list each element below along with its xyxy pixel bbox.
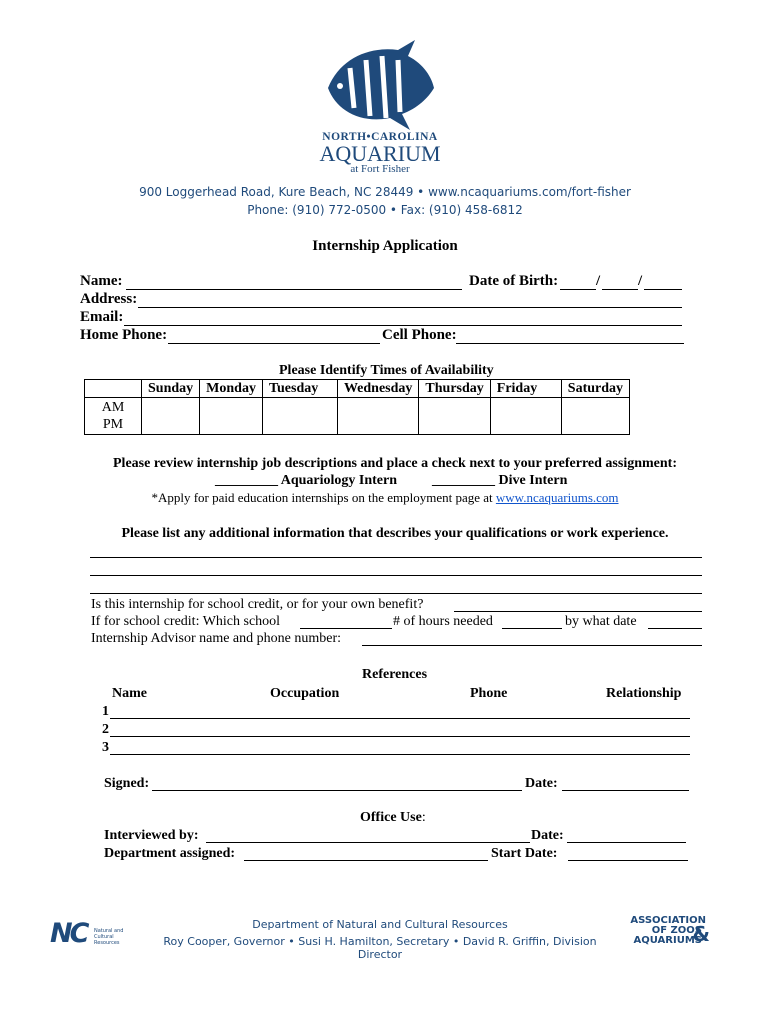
assignment-instruction: Please review internship job descriptions and place a check next to your preferred assignment: <box>113 456 677 471</box>
day-sunday: Sunday <box>142 380 200 398</box>
day-monday: Monday <box>200 380 263 398</box>
school-credit-field[interactable] <box>454 611 702 612</box>
email-field[interactable] <box>124 325 682 326</box>
paid-note-text: *Apply for paid education internships on the employment page at <box>151 490 496 505</box>
interviewed-by-label: Interviewed by: <box>104 828 199 843</box>
ref-col-relationship: Relationship <box>606 686 682 701</box>
availability-cell-sunday[interactable] <box>142 398 200 435</box>
start-date-label: Start Date: <box>491 846 558 861</box>
department-field[interactable] <box>244 860 488 861</box>
cell-phone-label: Cell Phone: <box>382 327 457 343</box>
aza-line-3: AQUARIUMS <box>633 935 702 946</box>
cell-phone-field[interactable] <box>456 343 684 344</box>
availability-table <box>84 379 630 435</box>
day-wednesday: Wednesday <box>337 380 418 398</box>
footer-officials: Roy Cooper, Governor • Susi H. Hamilton, Secretary • David R. Griffin, Division Director <box>163 935 597 961</box>
availability-cell-friday[interactable] <box>490 398 561 435</box>
home-phone-label: Home Phone: <box>80 327 168 343</box>
aquarium-fish-logo <box>320 38 440 130</box>
which-school-field[interactable] <box>300 628 392 629</box>
availability-cell-monday[interactable] <box>200 398 263 435</box>
email-label: Email: <box>80 309 124 325</box>
ncaquariums-link[interactable]: www.ncaquariums.com <box>495 490 619 505</box>
hours-needed-label: # of hours needed <box>393 614 493 629</box>
hours-needed-field[interactable] <box>502 628 562 629</box>
name-field[interactable] <box>126 289 462 290</box>
aza-line-1: ASSOCIATION <box>630 915 706 926</box>
address-field[interactable] <box>138 307 682 308</box>
office-use-heading: Office Use <box>360 810 422 825</box>
aquariology-option: Aquariology Intern <box>280 473 398 488</box>
form-title: Internship Application <box>312 238 458 254</box>
dob-day-field[interactable] <box>602 289 638 290</box>
logo-fort-fisher: at Fort Fisher <box>350 163 410 175</box>
nc-logo-caption-2: Cultural Resources <box>94 934 120 946</box>
phone-line: Phone: (910) 772-0500 • Fax: (910) 458-6812 <box>247 203 523 217</box>
aquariology-blank[interactable]: _________ <box>215 473 278 488</box>
aza-logo <box>620 916 716 950</box>
am-pm-label <box>85 398 142 435</box>
availability-cell-saturday[interactable] <box>561 398 629 435</box>
interview-date-field[interactable] <box>567 842 686 843</box>
address-line: 900 Loggerhead Road, Kure Beach, NC 28449 • www.ncaquariums.com/fort-fisher <box>139 185 631 199</box>
dive-option: Dive Intern <box>498 473 568 488</box>
department-label: Department assigned: <box>104 846 236 861</box>
signature-field[interactable] <box>152 790 522 791</box>
aza-ampersand: & <box>692 922 710 946</box>
ref-col-name: Name <box>112 686 147 701</box>
ref-row-2-number: 2 <box>102 722 109 737</box>
signed-label: Signed: <box>104 776 150 791</box>
paid-internship-note <box>0 490 770 506</box>
availability-cell-thursday[interactable] <box>419 398 490 435</box>
qualifications-line-2[interactable] <box>90 575 702 576</box>
start-date-field[interactable] <box>568 860 688 861</box>
day-friday: Friday <box>490 380 561 398</box>
interview-date-label: Date: <box>531 828 564 843</box>
availability-title: Please Identify Times of Availability <box>279 363 494 378</box>
office-use-colon: : <box>421 810 426 825</box>
assignment-options <box>215 473 567 489</box>
am-label: AM <box>101 400 125 415</box>
dob-year-field[interactable] <box>644 289 682 290</box>
qualifications-prompt: Please list any additional information that describes your qualifications or work experience. <box>121 526 669 541</box>
dob-sep-1: / <box>596 273 601 289</box>
by-date-field[interactable] <box>648 628 702 629</box>
pm-label: PM <box>102 417 124 432</box>
nc-logo-caption-1: Natural and <box>94 928 124 934</box>
address-label: Address: <box>80 291 138 307</box>
nc-logo-letters: NC <box>50 918 87 949</box>
advisor-field[interactable] <box>362 645 702 646</box>
name-label: Name: <box>80 273 123 289</box>
interviewed-by-field[interactable] <box>206 842 530 843</box>
qualifications-line-3[interactable] <box>90 593 702 594</box>
dob-sep-2: / <box>638 273 643 289</box>
nc-logo-caption <box>94 928 136 946</box>
ref-row-1-field[interactable] <box>110 718 690 719</box>
availability-corner <box>85 380 142 398</box>
office-use-title <box>360 810 426 826</box>
nc-logo <box>50 920 136 950</box>
footer-department: Department of Natural and Cultural Resources <box>252 918 508 931</box>
logo-north-carolina: NORTH•CAROLINA <box>322 131 438 143</box>
signature-date-label: Date: <box>525 776 558 791</box>
ref-col-occupation: Occupation <box>270 686 340 701</box>
day-saturday: Saturday <box>561 380 629 398</box>
ref-row-3-field[interactable] <box>110 754 690 755</box>
availability-cell-wednesday[interactable] <box>337 398 418 435</box>
references-title: References <box>362 667 428 682</box>
ref-col-phone: Phone <box>470 686 508 701</box>
ref-row-1-number: 1 <box>102 704 109 719</box>
school-credit-question: Is this internship for school credit, or for your own benefit? <box>91 597 424 612</box>
logo-aquarium: AQUARIUM <box>319 141 441 166</box>
dive-blank[interactable]: _________ <box>432 473 496 488</box>
dob-label: Date of Birth: <box>469 273 559 289</box>
signature-date-field[interactable] <box>562 790 689 791</box>
home-phone-field[interactable] <box>168 343 380 344</box>
qualifications-line-1[interactable] <box>90 557 702 558</box>
ref-row-3-number: 3 <box>102 740 109 755</box>
dob-month-field[interactable] <box>560 289 596 290</box>
availability-cell-tuesday[interactable] <box>262 398 337 435</box>
advisor-label: Internship Advisor name and phone number: <box>91 631 342 646</box>
day-tuesday: Tuesday <box>262 380 337 398</box>
day-thursday: Thursday <box>419 380 490 398</box>
by-date-label: by what date <box>565 614 637 629</box>
which-school-label: If for school credit: Which school <box>91 614 281 629</box>
aza-line-2: OF ZOOS <box>651 925 702 936</box>
ref-row-2-field[interactable] <box>110 736 690 737</box>
